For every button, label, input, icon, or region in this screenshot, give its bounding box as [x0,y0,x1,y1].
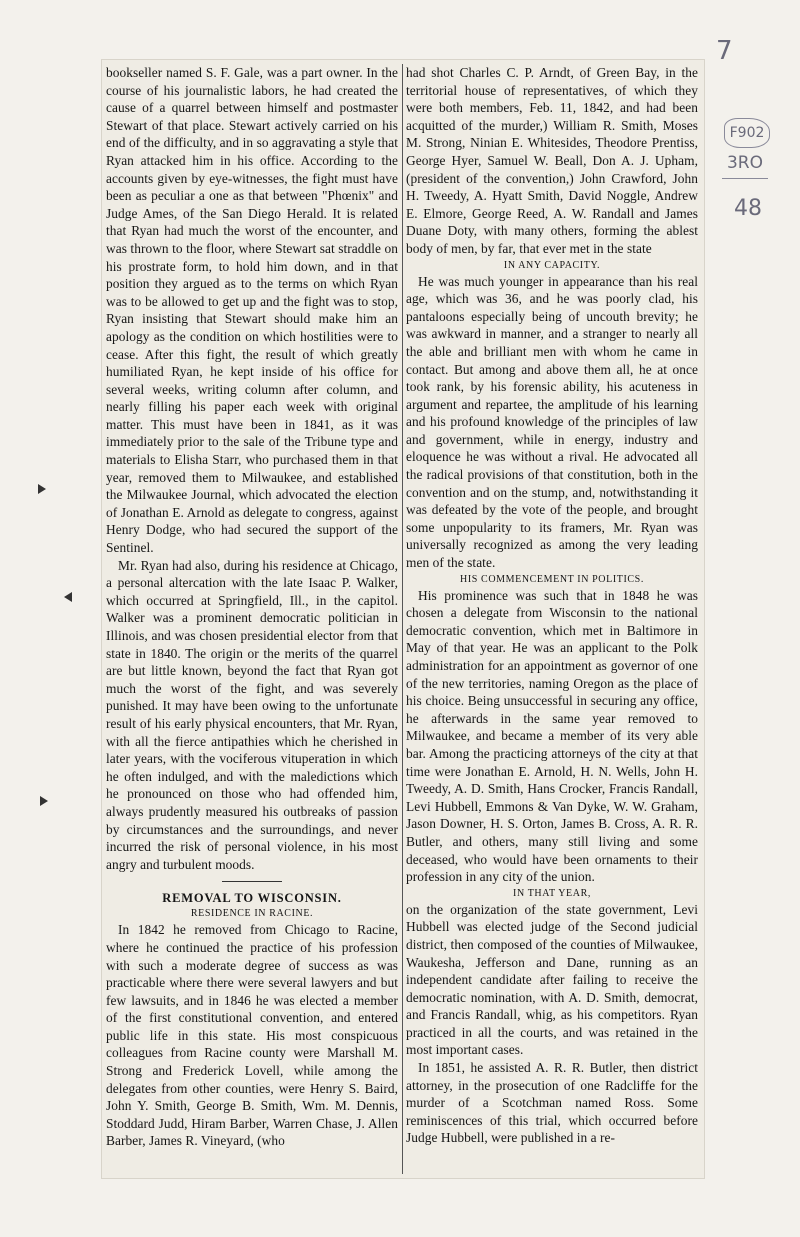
paragraph-racine: In 1842 he removed from Chicago to Racine, where he continued the practice of his profession with such a moderate degree of success as was practicable where there were several lawyers and but few lawsuits, and in 1846 he was elected a member of the first constitutional convention, and entered public life in this state. His most conspicuous colleagues from Racine county were Marshall M. Strong and Frederick Lovell, while among the delegates from other counties, were Henry S. Baird, John Y. Smith, George B. Smith, Wm. M. Dennis, Stoddard Judd, Hiram Barber, Warren Chase, J. Allen Barber, James R. Vineyard, (who [106,922,398,1149]
handwritten-sheet-number: 48 [734,196,762,221]
subheading-that-year: IN THAT YEAR, [513,887,591,899]
subheading-politics: HIS COMMENCEMENT IN POLITICS. [460,573,644,585]
handwritten-page-number: 7 [716,36,733,66]
paragraph-stewart-fight: bookseller named S. F. Gale, was a part owner. In the course of his journalistic labors, he had created the cause of a quarrel between himself and postmaster Stewart of that place. Stewart actively carried on his end of the difficulty, and in so aggravating a style that Ryan attacked him in his office. According to the accounts given by eye-witnesses, the fight must have been as peculiar a one as that between "Phœnix" and Judge Ames, of the San Diego Herald. It is related that Ryan had much the worst of the encounter, and was thrown to the floor, where Stewart sat straddle on his prostrate form, to hold him down, and in that position they argued as to the terms on which Ryan was to be allowed to get up and the fight was to stop, Ryan insisting that Stewart should make him an apology as the condition on which hostilities were to cease. After this fight, the result of which greatly humiliated Ryan, he kept inside of his office for several weeks, writing column after column, and nearly filling his paper each week with original matter. This must have been in 1841, as it was immediately prior to the sale of the Tribune type and materials to Elisha Starr, who purchased them in that year, removed them to Milwaukee, and established the Milwaukee Journal, which advocated the election of Jonathan E. Arnold as delegate to congress, against Henry Dodge, who had secured the support of the Sentinel. [106,65,398,556]
handwritten-box-code: F902 [724,118,770,148]
left-column [106,64,398,1174]
section-subheading: RESIDENCE IN RACINE. [190,908,314,920]
newspaper-clipping [102,60,704,1178]
section-heading: REMOVAL TO WISCONSIN. [162,891,342,906]
paragraph-walker-altercation: Mr. Ryan had also, during his residence at Chicago, a personal altercation with the late Isaac P. Walker, which occurred at Springfield, Ill., in the capitol. Walker was a prominent democratic politician in Illinois, and was chosen presidential elector from that state in 1840. The origin or the merits of the quarrel are but little known, beyond the fact that Ryan got much the worst of the fight, and was severely punished. It may have been owing to the unfortunate result of his early physical encounters, that Mr. Ryan, with all the fierce antipathies which he cherished in later years, with the vociferous vituperation in which he often indulged, and with the maledictions which he pronounced on those who had offended him, always prudently measured his outbreaks of passion by circumstances and the surroundings, and never incurred the risk of personal violence, in his most angry and turbulent moods. [106,557,398,872]
paragraph-convention-delegates: had shot Charles C. P. Arndt, of Green Bay, in the territorial house of representatives, of which they were both members, Feb. 11, 1842, and had been acquitted of the murder,) William R. Smith, Moses M. Strong, Ninian E. Whitesides, Theodore Prentiss, George Hyer, Samuel W. Beall, Don A. J. Upham, (president of the convention,) John Crawford, John H. Tweedy, A. Hyatt Smith, David Noggle, Andrew E. Elmore, George Reed, A. W. Randall and James Duane Doty, with many others, forming the ablest body of men, by far, that ever met in the state [406,65,698,256]
margin-arrow-mark [38,484,46,494]
section-divider [222,881,282,882]
margin-arrow-mark [40,796,48,806]
right-column [406,64,698,1174]
paragraph-hubbell: on the organization of the state government, Levi Hubbell was elected judge of the Second judicial district, then composed of the counties of Milwaukee, Waukesha, Jefferson and Dane, running as an independent candidate after failing to receive the democratic nomination, with A. D. Smith, democrat, and Francis Randall, whig, as his competitors. Ryan practiced in all the courts, and was retained in the most important cases. [406,901,698,1058]
margin-arrow-mark [64,592,72,602]
paragraph-prominence: His prominence was such that in 1848 he was chosen a delegate from Wisconsin to the national democratic convention, which met in Baltimore in May of that year. He was an applicant to the Polk administration for an appointment as governor of one of the new territories, naming Oregon as the place of his choice. Being unsuccessful in securing any office, he afterwards in the same year removed to Milwaukee, and became a member of its very able bar. Among the practicing attorneys of the city at that time were Jonathan E. Arnold, H. N. Wells, John H. Tweedy, A. D. Smith, Hans Crocker, Francis Randall, Levi Hubbell, Emmons & Van Dyke, W. W. Graham, Jason Downer, H. S. Orton, James B. Cross, A. R. R. Butler, and others, many still living and some deceased, who would have been ornaments to their profession in any city of the union. [406,587,698,885]
column-rule [402,64,403,1174]
paragraph-radcliffe-trial: In 1851, he assisted A. R. R. Butler, then district attorney, in the prosecution of one Radcliffe for the murder of a Scotchman named Ross. Some reminiscences of this trial, which occurred before Judge Hubbell, were published in a re- [406,1060,698,1146]
handwritten-folder-code: 3RO [722,148,768,179]
subheading-any-capacity: IN ANY CAPACITY. [503,259,601,271]
paragraph-appearance: He was much younger in appearance than his real age, which was 36, and he was poorly clad, his pantaloons especially being of uncouth brevity; he was awkward in manner, and a stranger to nearly all the able and brilliant men with whom he came in contact. But among and above them all, he at once took rank, by his forensic ability, his acuteness in argument and repartee, the amplitude of his learning and his profound knowledge of the principles of law and government, while in energy, industry and eloquence he was without a rival. He advocated all the radical provisions of that constitution, both in the convention and on the stump, and, notwithstanding it was defeated by the vote of the people, and brought some unpopularity to its framers, Mr. Ryan was universally recognized as among the very leading men of the state. [406,273,698,571]
